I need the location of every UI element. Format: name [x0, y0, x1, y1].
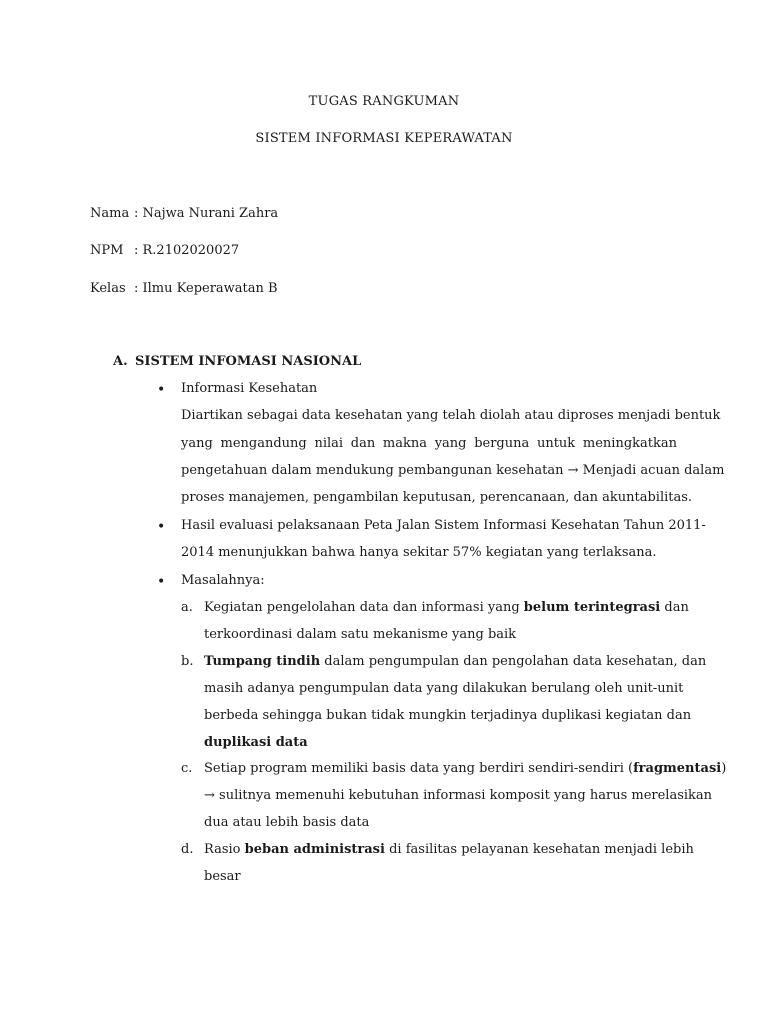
list-marker: b. [181, 654, 194, 669]
list-item-line: Rasio beban administrasi di fasilitas pelayanan kesehatan menjadi lebih [204, 842, 694, 857]
bullet-icon: • [157, 382, 166, 398]
identity-row-name [90, 206, 278, 221]
bullet-heading: Informasi Kesehatan [181, 381, 318, 396]
paragraph-line: 2014 menunjukkan bahwa hanya sekitar 57% kegiatan yang terlaksana. [181, 545, 657, 560]
identity-label: NPM [90, 243, 124, 258]
list-marker: c. [181, 761, 193, 776]
list-item-line: besar [204, 869, 241, 884]
document-subtitle: SISTEM INFORMASI KEPERAWATAN [255, 131, 513, 146]
identity-label: Nama [90, 206, 130, 221]
identity-value: : R.2102020027 [134, 243, 240, 258]
list-item-line: Kegiatan pengelolahan data dan informasi yang belum terintegrasi dan [204, 600, 689, 615]
identity-value: : Ilmu Keperawatan B [134, 281, 278, 296]
paragraph-line: proses manajemen, pengambilan keputusan, perencanaan, dan akuntabilitas. [181, 490, 693, 505]
paragraph-line: yang mengandung nilai dan makna yang berguna untuk meningkatkan [181, 436, 677, 451]
paragraph-line: pengetahuan dalam mendukung pembangunan kesehatan → Menjadi acuan dalam [181, 463, 725, 478]
identity-value: : Najwa Nurani Zahra [134, 206, 279, 221]
list-item-line: berbeda sehingga bukan tidak mungkin terjadinya duplikasi kegiatan dan [204, 708, 692, 723]
paragraph-line: Diartikan sebagai data kesehatan yang telah diolah atau diproses menjadi bentuk [181, 408, 721, 423]
bullet-icon: • [157, 519, 166, 535]
list-item-line: duplikasi data [204, 735, 308, 750]
list-item-line: masih adanya pengumpulan data yang dilakukan berulang oleh unit-unit [204, 681, 684, 696]
list-marker: d. [181, 842, 194, 857]
list-item-line: terkoordinasi dalam satu mekanisme yang baik [204, 627, 517, 642]
section-letter: A. [113, 354, 128, 369]
list-item-line: → sulitnya memenuhi kebutuhan informasi komposit yang harus merelasikan [204, 788, 713, 803]
paragraph-line: Hasil evaluasi pelaksanaan Peta Jalan Sistem Informasi Kesehatan Tahun 2011- [181, 518, 706, 533]
list-marker: a. [181, 600, 193, 615]
identity-row-class [90, 281, 278, 296]
identity-row-npm [90, 243, 239, 258]
section-title: SISTEM INFOMASI NASIONAL [135, 354, 362, 369]
list-item-line: Setiap program memiliki basis data yang berdiri sendiri-sendiri (fragmentasi) [204, 761, 727, 776]
document-title: TUGAS RANGKUMAN [308, 94, 460, 109]
bullet-heading: Masalahnya: [181, 573, 265, 588]
list-item-line: dua atau lebih basis data [204, 815, 370, 830]
identity-label: Kelas [90, 281, 126, 296]
section-heading [113, 354, 361, 369]
list-item-line: Tumpang tindih dalam pengumpulan dan pengolahan data kesehatan, dan [204, 654, 707, 669]
bullet-icon: • [157, 574, 166, 590]
